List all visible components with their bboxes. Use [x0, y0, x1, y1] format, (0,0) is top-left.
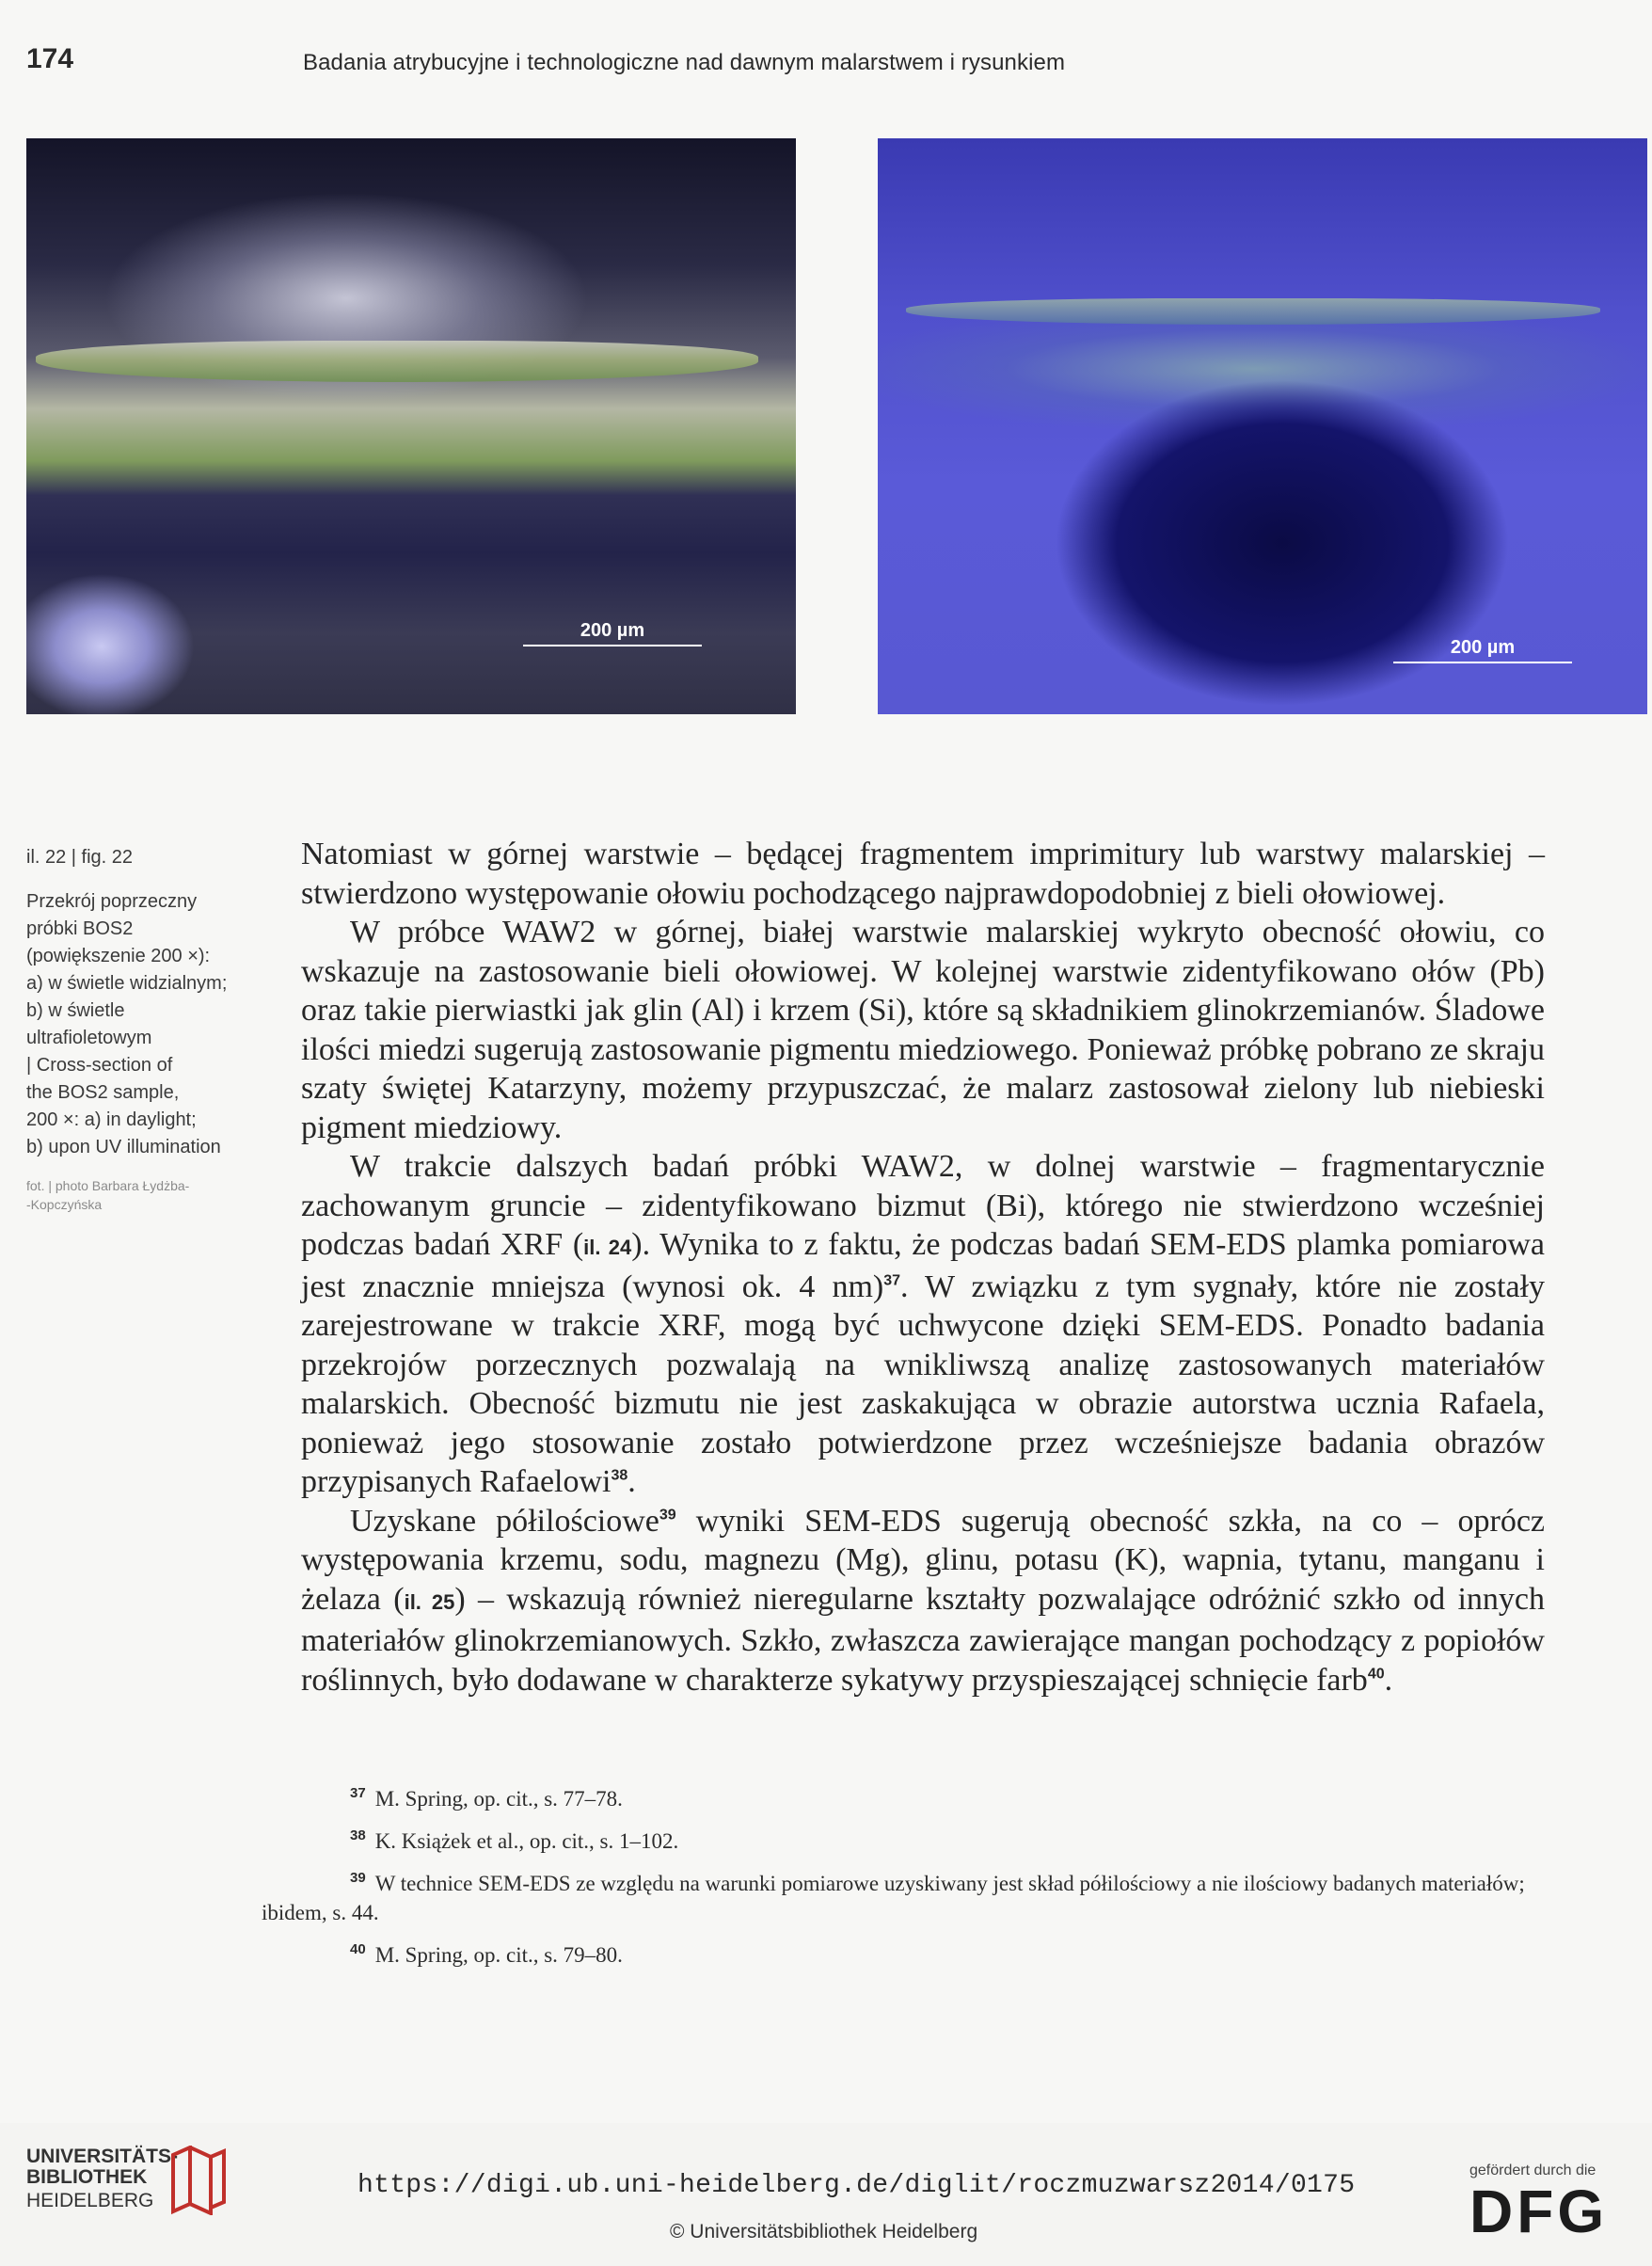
text-run: W trakcie dalszych badań próbki WAW2, w dolnej warstwie – fragmentarycznie zachowanym gruncie – zidentyfikowano bizmut (Bi), którego nie stwierdzono wcześniej podczas badań XRF ( [301, 1149, 1545, 1262]
photo-credit [26, 1176, 271, 1214]
footnote [350, 1940, 1547, 1970]
scale-line [1393, 662, 1572, 663]
footnote-text: K. Książek et al., op. cit., s. 1–102. [374, 1829, 679, 1853]
permalink-url[interactable]: https://digi.ub.uni-heidelberg.de/diglit/roczmuzwarsz2014/0175 [357, 2171, 1356, 2200]
photo-credit-line: -Kopczyńska [26, 1197, 103, 1212]
footnote-number: 37 [350, 1785, 366, 1802]
footnote-marker: 38 [611, 1467, 628, 1484]
footnote-text: M. Spring, op. cit., s. 77–78. [374, 1787, 623, 1811]
copyright-notice: © Universitätsbibliothek Heidelberg [670, 2221, 978, 2242]
paragraph: W próbce WAW2 w górnej, białej warstwie malarskiej wykryto obecność ołowiu, co wskazuje na zastosowanie bieli ołowiowej. W kolejnej warstwie zidentyfikowano ołów (Pb) oraz takie pierwiastki jak glin (Al) i krzem (Si), które są składnikiem glinokrzemianów. Śladowe ilości miedzi sugerują zastosowanie pigmentu miedziowego. Ponieważ próbkę pobrano ze skraju szaty świętej Katarzyny, możemy przypuszczać, że malarz zastosował zielony lub niebieski pigment miedziowy. [301, 915, 1545, 1145]
library-city: HEIDELBERG [26, 2190, 154, 2211]
scale-bar [1393, 637, 1572, 663]
scale-line [523, 645, 702, 646]
figure-caption [26, 844, 271, 1214]
text-run: Uzyskane półilościowe [350, 1503, 659, 1539]
text-run: . [1384, 1662, 1393, 1698]
text-run: . [627, 1464, 636, 1499]
footnote-text: M. Spring, op. cit., s. 79–80. [374, 1943, 623, 1967]
page-number: 174 [26, 43, 74, 74]
footnote-marker: 40 [1367, 1666, 1385, 1683]
caption-line: b) upon UV illumination [26, 1137, 221, 1157]
footnote [350, 1827, 1547, 1856]
footnote [262, 1869, 1547, 1927]
footnote-number: 39 [350, 1870, 366, 1887]
footnote-marker: 39 [659, 1507, 676, 1524]
footnotes [262, 1784, 1547, 1983]
library-name [26, 2146, 178, 2188]
footnote-number: 40 [350, 1941, 366, 1958]
scale-bar [523, 620, 702, 646]
dfg-logo: DFG [1469, 2178, 1609, 2245]
micrograph-daylight [26, 138, 796, 714]
scale-label: 200 µm [580, 620, 645, 641]
footnote-number: 38 [350, 1827, 366, 1844]
photo-credit-line: fot. | photo Barbara Łydżba- [26, 1178, 190, 1193]
figure-reference: il. 24 [583, 1236, 632, 1259]
body-text [301, 835, 1545, 1700]
text-run: . W związku z tym sygnały, które nie zostały zarejestrowane w trakcie XRF, mogą być uchwycone dzięki SEM-EDS. Ponadto badania przekrojów porzecznych pozwalają na wnikliwszą analizę zastosowanych materiałów malarskich. Obecność bizmutu nie jest zaskakująca w obrazie autorstwa ucznia Rafaela, ponieważ jego stosowanie zostało potwierdzone przez wcześniejsze badania obrazów przypisanych Rafaelowi [301, 1269, 1546, 1499]
paragraph [301, 1147, 1545, 1502]
caption-line: | Cross-section of [26, 1055, 173, 1076]
library-logo-icon [169, 2146, 228, 2215]
caption-line: b) w świetle [26, 1000, 125, 1021]
caption-line: ultrafioletowym [26, 1028, 152, 1048]
figure-reference: il. 25 [404, 1589, 455, 1614]
caption-line: 200 ×: a) in daylight; [26, 1109, 197, 1130]
running-head: Badania atrybucyjne i technologiczne nad dawnym malarstwem i rysunkiem [303, 50, 1066, 75]
library-name-line: BIBLIOTHEK [26, 2166, 148, 2188]
text-run: ) – wskazują również nieregularne kształty pozwalające odróżnić szkło od innych materiałów glinokrzemianowych. Szkło, zwłaszcza zawierające mangan pochodzący z popiołów roślinnych, było dodawane w charakterze sykatywy przyspieszającej schnięcie farb [301, 1581, 1545, 1698]
footnote-text: W technice SEM-EDS ze względu na warunki pomiarowe uzyskiwany jest skład półilościowy a nie ilościowy badanych materiałów; ibidem, s. 44. [262, 1872, 1525, 1924]
caption-line: a) w świetle widzialnym; [26, 973, 228, 994]
caption-line: próbki BOS2 [26, 918, 134, 939]
paragraph [301, 1502, 1545, 1700]
caption-line: (powiększenie 200 ×): [26, 946, 211, 966]
footnote [350, 1784, 1547, 1813]
text-run: ). Wynika to z faktu, że podczas badań SEM-EDS plamka pomiarowa jest znacznie mniejsza (wynosi ok. 4 nm) [301, 1227, 1546, 1304]
footnote-marker: 37 [883, 1272, 901, 1289]
paragraph: Natomiast w górnej warstwie – będącej fragmentem imprimitury lub warstwy malarskiej – stwierdzono występowanie ołowiu pochodzącego najprawdopodobniej z bieli ołowiowej. [301, 837, 1545, 911]
library-name-line: UNIVERSITÄTS- [26, 2146, 179, 2167]
caption-line: the BOS2 sample, [26, 1082, 180, 1103]
scale-label: 200 µm [1450, 637, 1516, 658]
caption-label: il. 22 | fig. 22 [26, 847, 134, 868]
paint-layer-band [36, 341, 758, 382]
caption-line: Przekrój poprzeczny [26, 891, 198, 912]
text-run: wyniki SEM-EDS sugerują obecność szkła, na co – oprócz występowania krzemu, sodu, magnezu (Mg), glinu, potasu (K), wapnia, tytanu, manganu i żelaza ( [301, 1503, 1546, 1617]
paint-layer-band [906, 298, 1600, 325]
micrograph-uv [878, 138, 1647, 714]
funder-note: gefördert durch die [1469, 2162, 1596, 2178]
